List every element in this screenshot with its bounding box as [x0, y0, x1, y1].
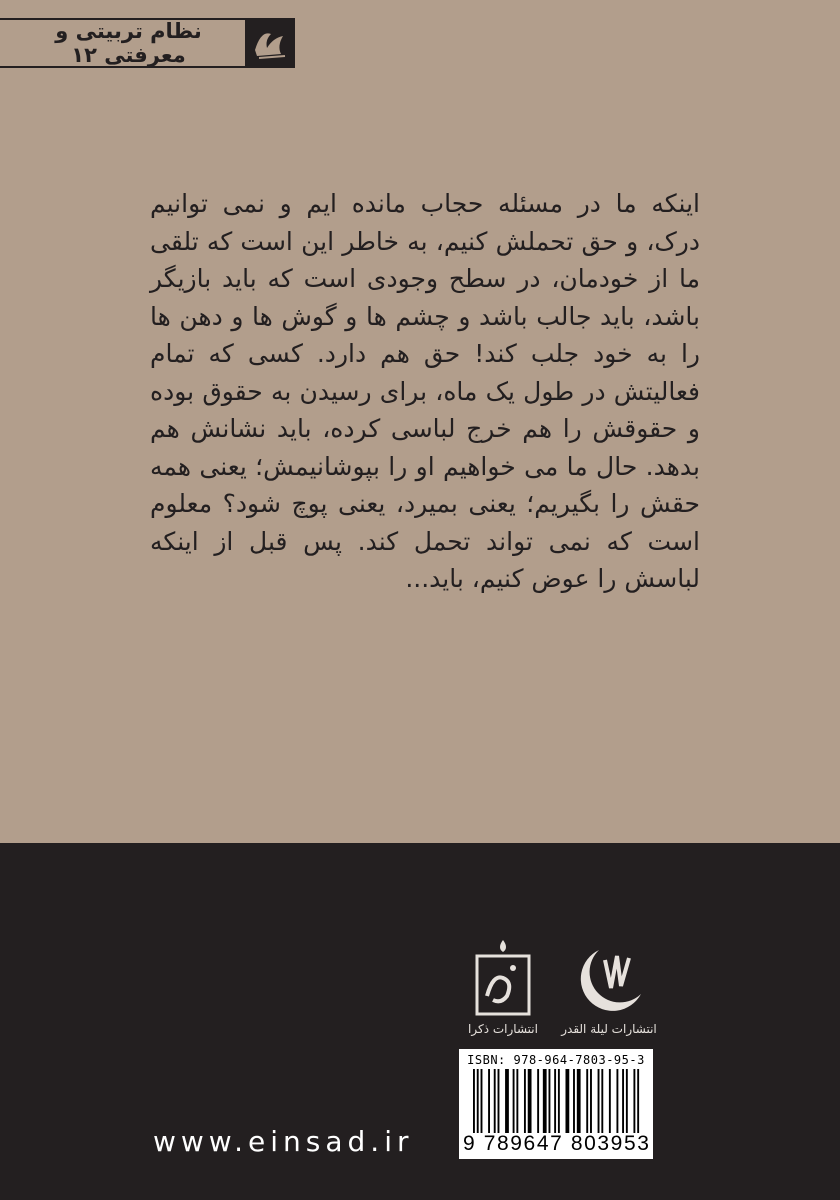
barcode-bar	[565, 1069, 569, 1133]
laylat-al-qadr-publisher-caption: انتشارات لیلة القدر	[561, 1022, 657, 1036]
barcode-bar	[543, 1069, 547, 1133]
barcode-bar	[609, 1069, 611, 1133]
barcode-bar	[558, 1069, 560, 1133]
series-title: نظام تربیتی و معرفتی ۱۲	[55, 19, 202, 67]
barcode-bar	[513, 1069, 515, 1133]
series-label-box	[0, 18, 295, 68]
laylat-al-qadr-publisher-logo	[561, 938, 657, 1040]
zekra-publisher-caption: انتشارات ذکرا	[468, 1022, 538, 1036]
barcode-bar	[598, 1069, 600, 1133]
barcode-bar	[505, 1069, 509, 1133]
barcode-bar	[577, 1069, 581, 1133]
isbn-barcode	[458, 1048, 654, 1160]
barcode-bar	[494, 1069, 496, 1133]
barcode-digits: 9 789647 803953	[463, 1132, 651, 1155]
barcode-bar	[586, 1069, 588, 1133]
barcode-bar	[488, 1069, 490, 1133]
back-cover-blurb: اینکه ما در مسئله حجاب مانده ایم و نمی توانیم درک، و حق تحملش کنیم، به خاطر این است که تلقی ما از خودمان، در سطح وجودی است که باید بازیگر باشد، باید جالب باشد و چشم ها و گوش ها و دهن ها را به خود جلب کند! حق هم دارد. کسی که تمام فعالیتش در طول یک ماه، برای رسیدن به حقوق بوده و حقوقش را هم خرج لباسی کرده، باید نشانش هم بدهد. حال ما می خواهیم او را بپوشانیمش؛ یعنی همه حقش را بگیریم؛ یعنی بمیرد، یعنی پوچ شود؟ معلوم است که نمی تواند تحمل کند. پس قبل از اینکه لباسش را عوض کنیم، باید...	[150, 189, 700, 593]
barcode-bar	[554, 1069, 556, 1133]
publisher-website: www.einsad.ir	[153, 1125, 414, 1158]
barcode-bar	[516, 1069, 518, 1133]
zekra-logo-icon	[463, 938, 543, 1018]
barcode-bar	[622, 1069, 624, 1133]
barcode-bar	[637, 1069, 639, 1133]
barcode-bar	[549, 1069, 551, 1133]
barcode-bar	[481, 1069, 483, 1133]
cover-bottom-panel	[0, 843, 840, 1200]
barcode-bar	[573, 1069, 575, 1133]
barcode-bars	[473, 1069, 641, 1133]
barcode-bar	[590, 1069, 592, 1133]
laylat-al-qadr-crescent-logo-icon	[569, 938, 649, 1018]
barcode-bar	[616, 1069, 618, 1133]
barcode-bar	[498, 1069, 500, 1133]
barcode-bar	[537, 1069, 539, 1133]
zekra-publisher-logo	[458, 938, 548, 1040]
barcode-bar	[524, 1069, 526, 1133]
barcode-bar	[473, 1069, 475, 1133]
barcode-bar	[626, 1069, 628, 1133]
barcode-bar	[601, 1069, 603, 1133]
isbn-label: ISBN: 978-964-7803-95-3	[467, 1053, 645, 1067]
publisher-logos	[458, 938, 657, 1040]
barcode-bar	[528, 1069, 532, 1133]
barcode-bar	[477, 1069, 479, 1133]
barcode-bar	[633, 1069, 635, 1133]
series-emblem-icon	[245, 20, 293, 66]
